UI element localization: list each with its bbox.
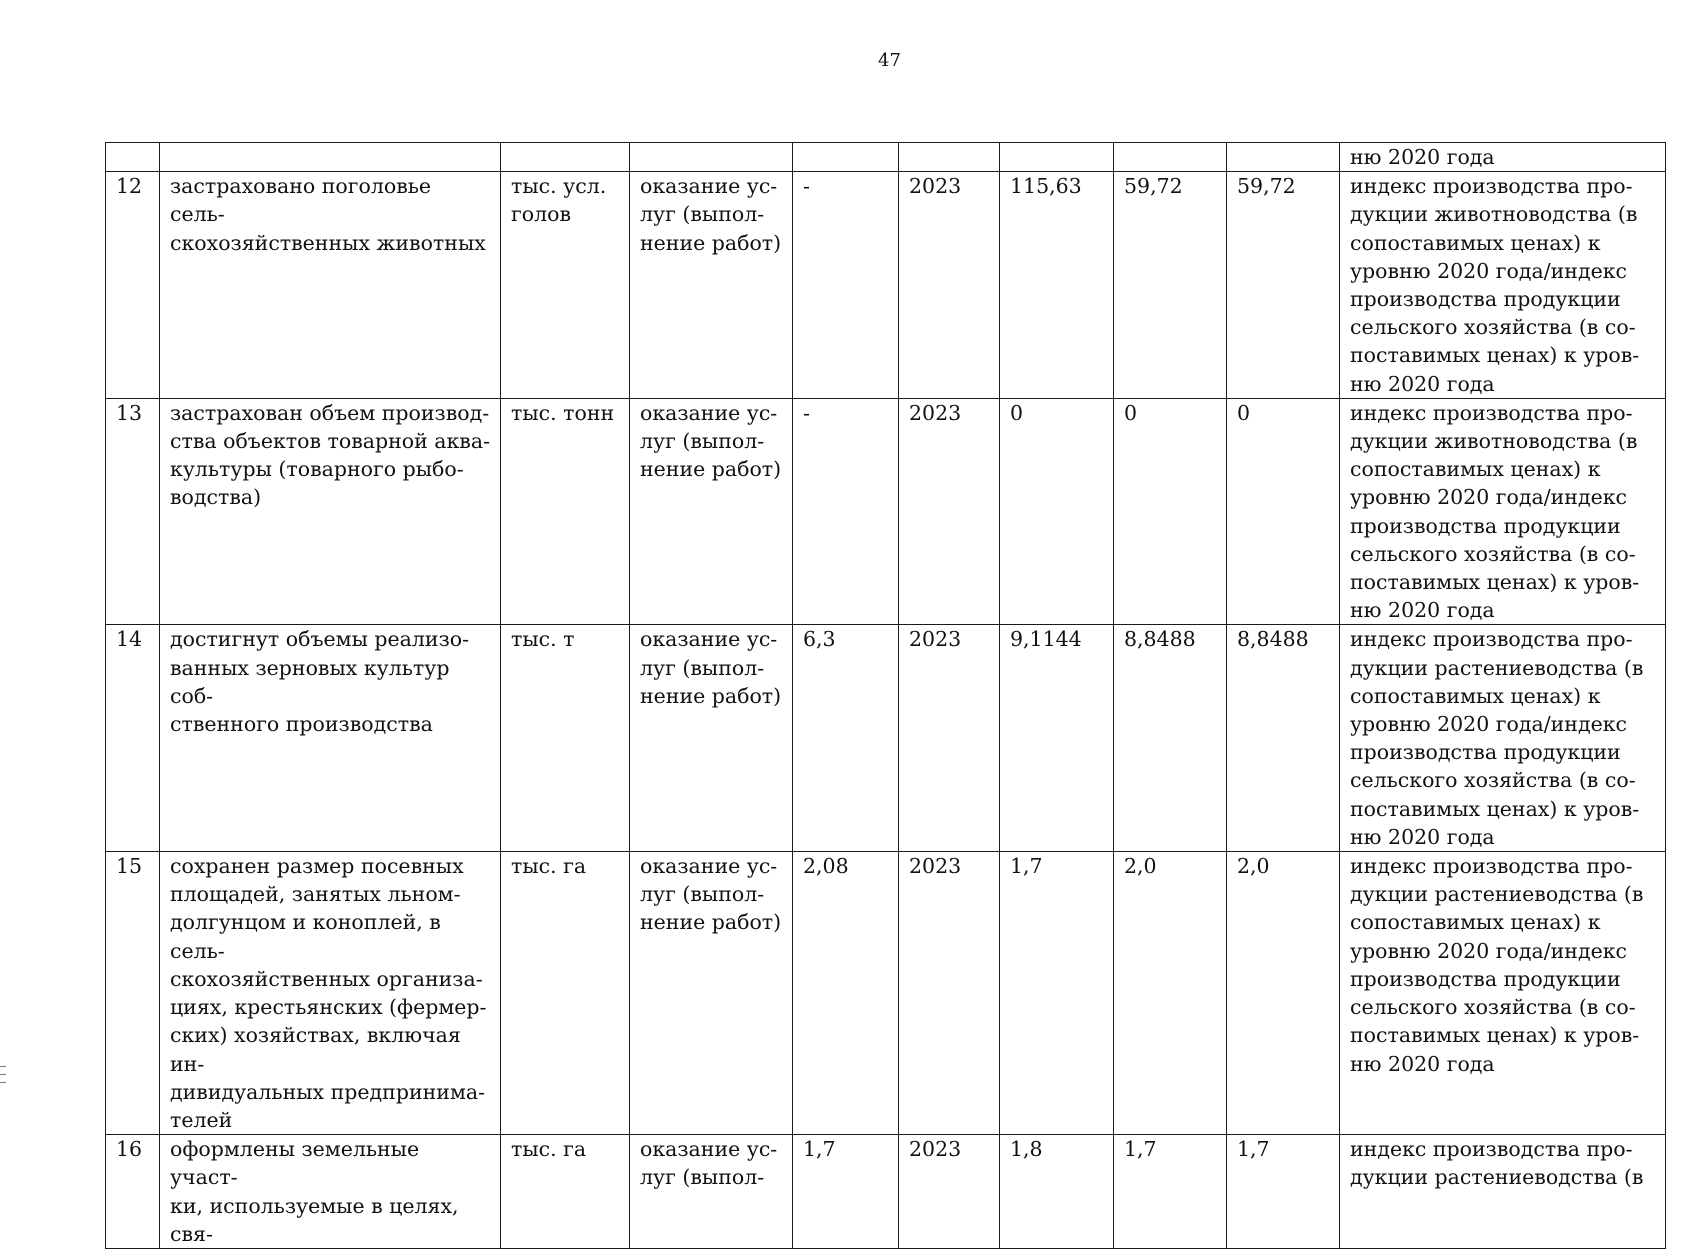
indicator-cell: индекс производства про- дукции животноводства (в сопоставимых ценах) к уровню 2020 года/индекс производства продукции сельского хозяйства (в со- поставимых ценах) к уров- ню 2020 года bbox=[1340, 172, 1666, 399]
scan-crop-mark bbox=[0, 1074, 6, 1075]
row-number-cell: 14 bbox=[106, 625, 160, 852]
results-table bbox=[105, 142, 1666, 1249]
value-1-cell: 1,7 bbox=[1000, 852, 1114, 1135]
year-cell: 2023 bbox=[899, 852, 1000, 1135]
year-cell: 2023 bbox=[899, 1135, 1000, 1249]
base-value-cell: 6,3 bbox=[793, 625, 899, 852]
base-value-cell: - bbox=[793, 398, 899, 625]
result-name-cell: оформлены земельные участ- ки, используемые в целях, свя- bbox=[160, 1135, 501, 1249]
value-2-cell: 0 bbox=[1114, 398, 1227, 625]
result-type-cell: оказание ус- луг (выпол- нение работ) bbox=[630, 172, 793, 399]
value-2-cell: 2,0 bbox=[1114, 852, 1227, 1135]
unit-cell: тыс. т bbox=[501, 625, 630, 852]
indicator-cell: индекс производства про- дукции растениеводства (в сопоставимых ценах) к уровню 2020 года/индекс производства продукции сельского хозяйства (в со- поставимых ценах) к уров- ню 2020 года bbox=[1340, 852, 1666, 1135]
year-cell: 2023 bbox=[899, 172, 1000, 399]
value-3-cell bbox=[1227, 143, 1340, 172]
row-number-cell: 16 bbox=[106, 1135, 160, 1249]
value-2-cell: 8,8488 bbox=[1114, 625, 1227, 852]
indicator-cell: ню 2020 года bbox=[1340, 143, 1666, 172]
value-2-cell bbox=[1114, 143, 1227, 172]
scan-crop-mark bbox=[0, 1082, 6, 1083]
result-type-cell: оказание ус- луг (выпол- bbox=[630, 1135, 793, 1249]
value-3-cell: 8,8488 bbox=[1227, 625, 1340, 852]
value-3-cell: 59,72 bbox=[1227, 172, 1340, 399]
result-type-cell: оказание ус- луг (выпол- нение работ) bbox=[630, 852, 793, 1135]
result-name-cell: застрахован объем производ- ства объектов товарной аква- культуры (товарного рыбо- водства) bbox=[160, 398, 501, 625]
value-2-cell: 1,7 bbox=[1114, 1135, 1227, 1249]
year-cell: 2023 bbox=[899, 625, 1000, 852]
result-name-cell: застраховано поголовье сель- скохозяйственных животных bbox=[160, 172, 501, 399]
base-value-cell: 2,08 bbox=[793, 852, 899, 1135]
value-1-cell: 0 bbox=[1000, 398, 1114, 625]
value-3-cell: 0 bbox=[1227, 398, 1340, 625]
row-number-cell: 13 bbox=[106, 398, 160, 625]
table-row bbox=[106, 143, 1666, 172]
row-number-cell bbox=[106, 143, 160, 172]
value-1-cell: 115,63 bbox=[1000, 172, 1114, 399]
indicator-cell: индекс производства про- дукции животноводства (в сопоставимых ценах) к уровню 2020 года/индекс производства продукции сельского хозяйства (в со- поставимых ценах) к уров- ню 2020 года bbox=[1340, 398, 1666, 625]
value-1-cell bbox=[1000, 143, 1114, 172]
row-number-cell: 12 bbox=[106, 172, 160, 399]
value-1-cell: 9,1144 bbox=[1000, 625, 1114, 852]
unit-cell: тыс. усл. голов bbox=[501, 172, 630, 399]
base-value-cell bbox=[793, 143, 899, 172]
result-name-cell: достигнут объемы реализо- ванных зерновых культур соб- ственного производства bbox=[160, 625, 501, 852]
row-number-cell: 15 bbox=[106, 852, 160, 1135]
value-2-cell: 59,72 bbox=[1114, 172, 1227, 399]
indicator-cell: индекс производства про- дукции растениеводства (в bbox=[1340, 1135, 1666, 1249]
table-row bbox=[106, 172, 1666, 399]
unit-cell bbox=[501, 143, 630, 172]
table-row bbox=[106, 625, 1666, 852]
indicator-cell: индекс производства про- дукции растениеводства (в сопоставимых ценах) к уровню 2020 года/индекс производства продукции сельского хозяйства (в со- поставимых ценах) к уров- ню 2020 года bbox=[1340, 625, 1666, 852]
result-type-cell bbox=[630, 143, 793, 172]
value-3-cell: 1,7 bbox=[1227, 1135, 1340, 1249]
table-row bbox=[106, 852, 1666, 1135]
result-name-cell: сохранен размер посевных площадей, занятых льном- долгунцом и коноплей, в сель- скохозяйственных организа- циях, крестьянских (фермер- ских) хозяйствах, включая ин- дивидуальных предпринима- телей bbox=[160, 852, 501, 1135]
result-type-cell: оказание ус- луг (выпол- нение работ) bbox=[630, 625, 793, 852]
page-number: 47 bbox=[878, 50, 901, 71]
unit-cell: тыс. га bbox=[501, 1135, 630, 1249]
table-row bbox=[106, 398, 1666, 625]
scan-crop-mark bbox=[0, 1066, 6, 1067]
unit-cell: тыс. га bbox=[501, 852, 630, 1135]
unit-cell: тыс. тонн bbox=[501, 398, 630, 625]
table-row bbox=[106, 1135, 1666, 1249]
base-value-cell: - bbox=[793, 172, 899, 399]
base-value-cell: 1,7 bbox=[793, 1135, 899, 1249]
value-1-cell: 1,8 bbox=[1000, 1135, 1114, 1249]
year-cell bbox=[899, 143, 1000, 172]
result-type-cell: оказание ус- луг (выпол- нение работ) bbox=[630, 398, 793, 625]
result-name-cell bbox=[160, 143, 501, 172]
year-cell: 2023 bbox=[899, 398, 1000, 625]
value-3-cell: 2,0 bbox=[1227, 852, 1340, 1135]
